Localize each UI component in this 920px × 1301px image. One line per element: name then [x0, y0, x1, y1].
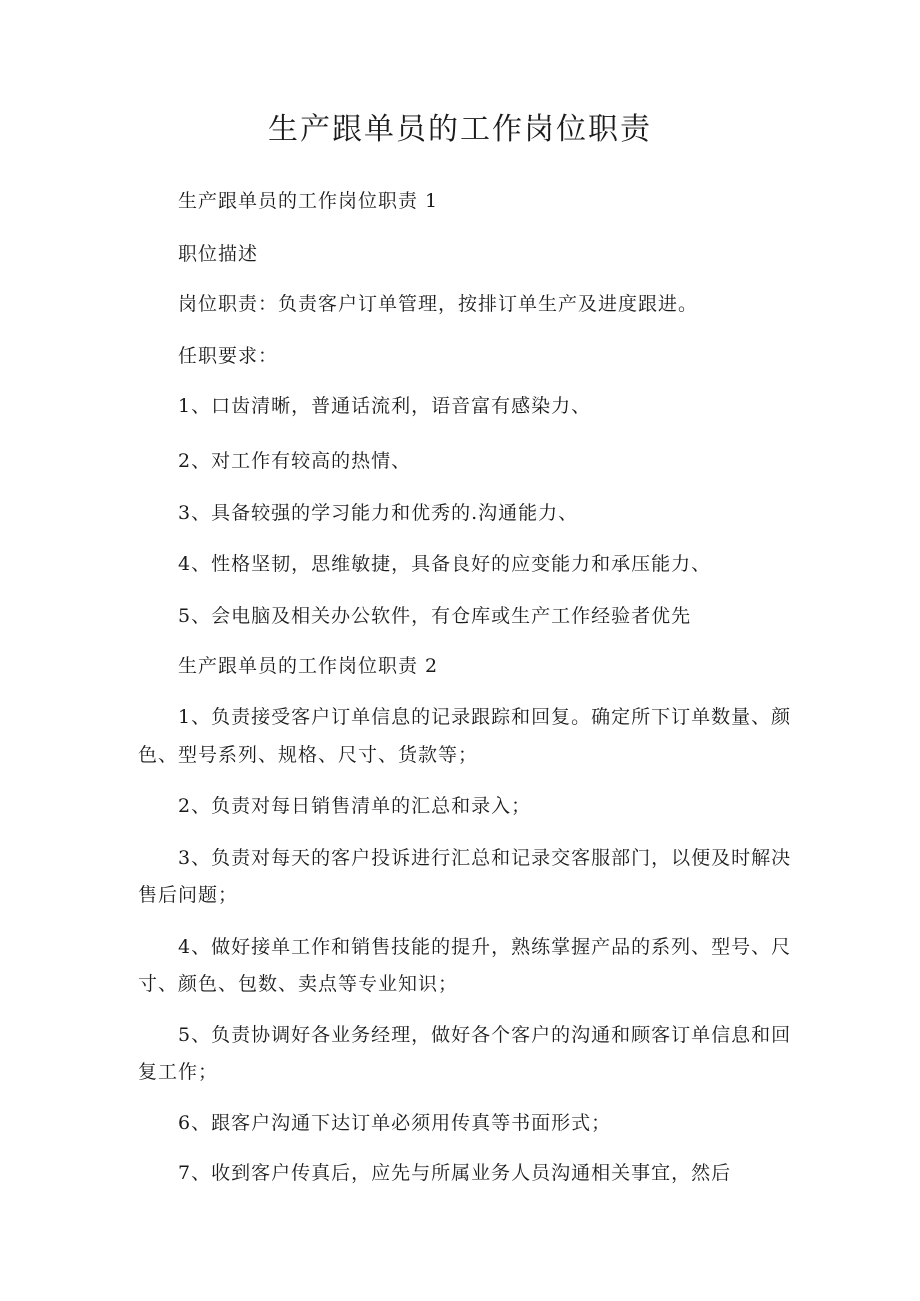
list-item: 3、具备较强的学习能力和优秀的.沟通能力、 — [178, 502, 579, 524]
list-item: 1、负责接受客户订单信息的记录跟踪和回复。确定所下订单数量、颜 — [178, 706, 792, 728]
list-item: 4、做好接单工作和销售技能的提升，熟练掌握产品的系列、型号、尺 — [178, 936, 792, 958]
list-item-continuation: 色、型号系列、规格、尺寸、货款等； — [138, 744, 479, 766]
list-item-continuation: 售后问题； — [138, 884, 239, 906]
list-item: 4、性格坚韧，思维敏捷，具备良好的应变能力和承压能力、 — [178, 553, 712, 575]
section-heading-2: 生产跟单员的工作岗位职责 2 — [178, 655, 439, 677]
list-item: 3、负责对每天的客户投诉进行汇总和记录交客服部门，以便及时解决 — [178, 847, 792, 869]
list-item: 2、负责对每日销售清单的汇总和录入； — [178, 795, 532, 817]
section-heading-1: 生产跟单员的工作岗位职责 1 — [178, 190, 439, 212]
paragraph: 任职要求： — [178, 345, 279, 367]
list-item: 7、收到客户传真后，应先与所属业务人员沟通相关事宜，然后 — [178, 1162, 732, 1184]
list-item: 6、跟客户沟通下达订单必须用传真等书面形式； — [178, 1112, 612, 1134]
paragraph: 职位描述 — [178, 243, 259, 265]
list-item-continuation: 寸、颜色、包数、卖点等专业知识； — [138, 973, 459, 995]
list-item-continuation: 复工作； — [138, 1061, 219, 1083]
list-item: 1、口齿清晰，普通话流利，语音富有感染力、 — [178, 395, 592, 417]
paragraph: 岗位职责：负责客户订单管理，按排订单生产及进度跟进。 — [178, 293, 699, 315]
list-item: 5、会电脑及相关办公软件，有仓库或生产工作经验者优先 — [178, 605, 692, 627]
list-item: 5、负责协调好各业务经理，做好各个客户的沟通和顾客订单信息和回 — [178, 1024, 792, 1046]
document-title: 生产跟单员的工作岗位职责 — [268, 112, 652, 147]
list-item: 2、对工作有较高的热情、 — [178, 450, 412, 472]
